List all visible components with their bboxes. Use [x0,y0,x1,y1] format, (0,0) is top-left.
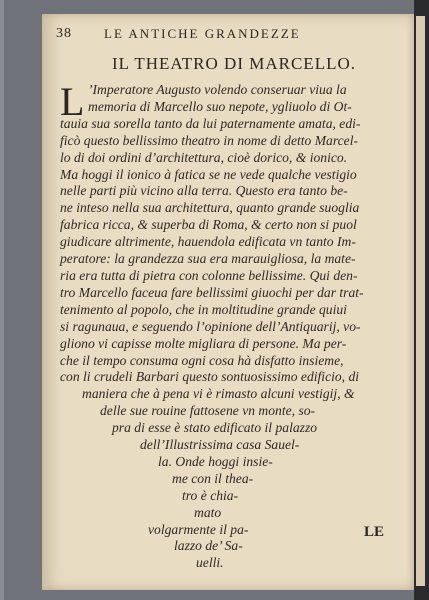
text-line: la. Onde hoggi insie- [158,453,273,469]
text-line: Ma hoggi il ionico à fatica se ne vede qualche vestigio [60,166,357,182]
text-line: ne inteso nella sua architettura, quanto grande suoglia [60,200,360,216]
text-line: tro Marcello faceua fare bellissimi giuochi per dar trat- [60,284,364,300]
text-line: tenimento al popolo, che in moltitudine grande quiui [60,301,347,317]
facing-page-sliver [416,16,425,586]
text-line: si ragunaua, e seguendo l’opinione dell’Antiquarij, vo- [60,318,361,334]
text-line: dell’Illustrissima casa Sauel- [140,437,300,453]
facing-page-edge [414,0,429,600]
text-line: mato [194,504,222,520]
catchword: LE [364,524,385,540]
text-line: ficò questo bellissimo theatro in nome di detto Marcel- [60,132,359,148]
text-line: giudicare altrimente, hauendola edificata vn tanto Im- [60,234,356,250]
text-line: maniera che à pena vi è rimasto alcuni vestigij, & [82,386,355,402]
text-line: me con il thea- [172,470,254,486]
text-line: tro è chia- [182,487,239,503]
text-line: lazzo de’ Sa- [174,538,243,554]
text-line: delle sue rouine fattosene vn monte, so- [100,403,316,419]
text-line: peratore: la grandezza sua era marauigliosa, la mate- [60,251,356,267]
chapter-title: IL THEATRO DI MARCELLO. [112,54,356,73]
page-number: 38 [56,26,72,41]
text-line: con li crudeli Barbari questo sontuosissimo edificio, di [60,369,360,385]
text-line: fabrica ricca, & superba di Roma, & certo non si puol [60,217,357,233]
text-line: nelle parti più vicino alla terra. Questo era tanto be- [60,183,348,199]
text-line: lo di doi ordini d’architettura, cioè dorico, & ionico. [60,149,348,165]
text-line: ria era tutta di pietra con colonne bellissime. Qui den- [60,267,358,283]
running-title: LE ANTICHE GRANDEZZE [104,26,301,41]
text-line: memoria di Marcello suo nepote, ygliuolo di Ot- [88,98,352,114]
body-text [60,79,404,572]
text-line: tauia sua sorella tanto da lui paternamente amata, edi- [60,115,361,131]
text-line: che il tempo consuma ogni cosa hà disfatto insieme, [60,352,344,368]
text-line: gliono vi capisse molte migliara di persone. Ma per- [60,335,347,351]
text-line: ’Imperatore Augusto volendo conseruar viua la [88,82,347,97]
text-line: volgarmente il pa- [148,521,249,537]
text-line: uelli. [196,555,224,571]
drop-capital: L [60,79,85,124]
text-line: pra di esse è stato edificato il palazzo [112,420,318,436]
